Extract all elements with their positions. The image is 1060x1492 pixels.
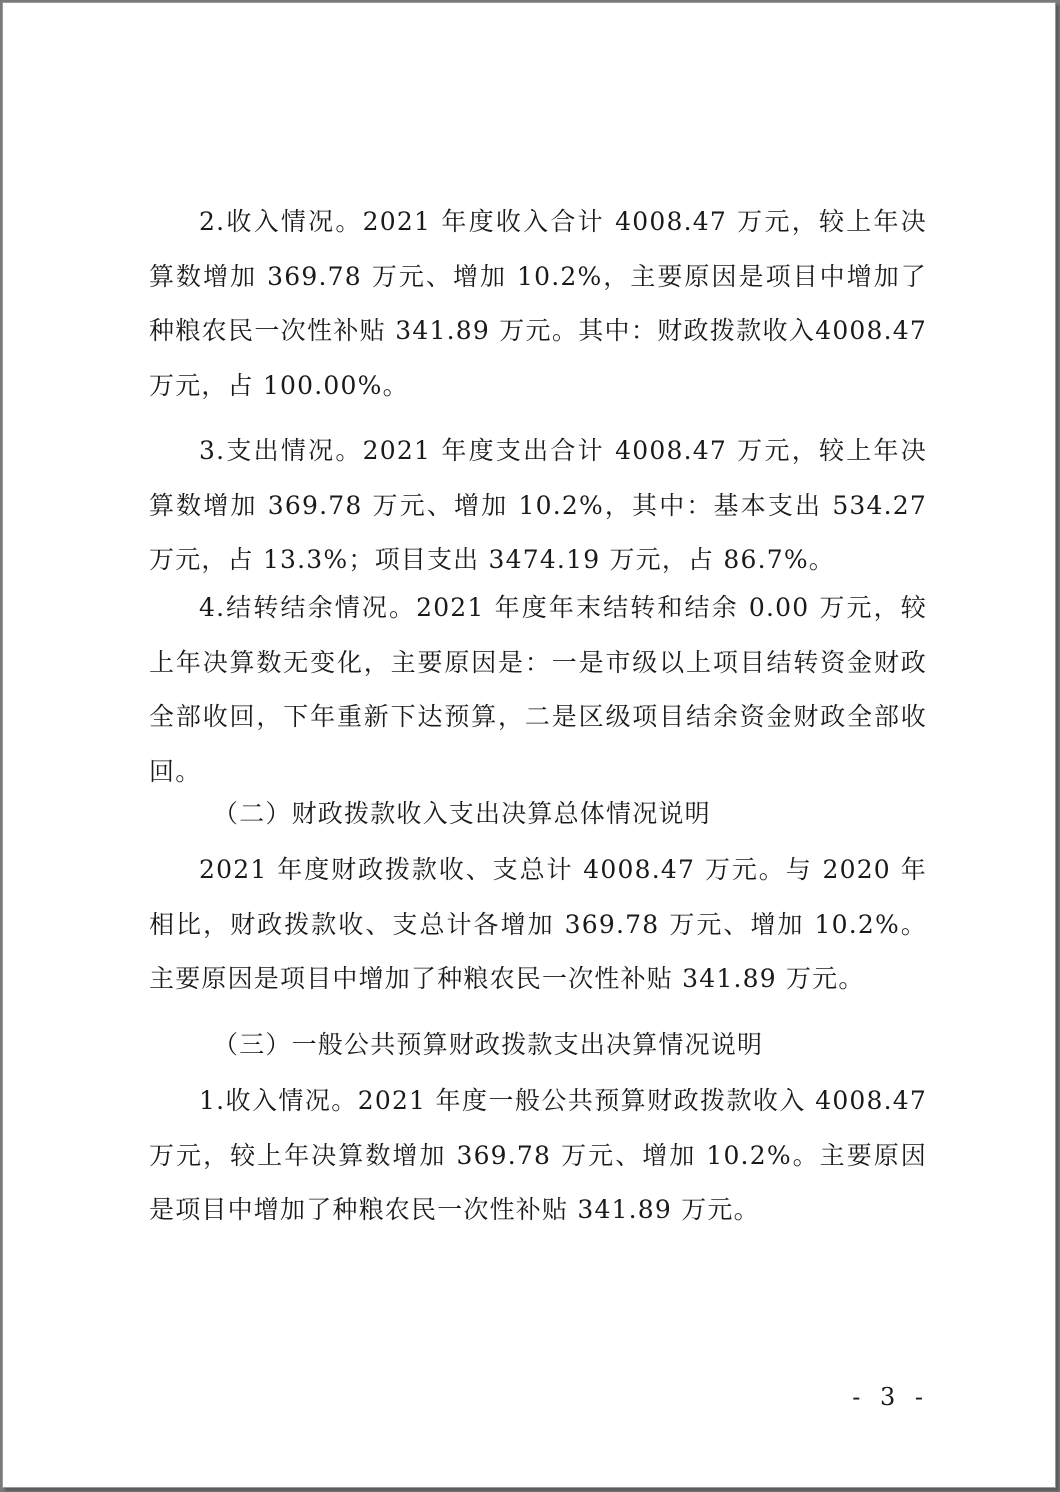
section-heading-general-budget: （三）一般公共预算财政拨款支出决算情况说明: [213, 1030, 764, 1059]
paragraph-expenditure: 3.支出情况。2021 年度支出合计 4008.47 万元，较上年决算数增加 369.78 万元、增加 10.2%，其中：基本支出 534.27 万元，占 13.3%；项目支出 3474.19 万元，占 86.7%。: [149, 436, 927, 575]
paragraph-fiscal-appropriation: 2021 年度财政拨款收、支总计 4008.47 万元。与 2020 年相比，财政拨款收、支总计各增加 369.78 万元、增加 10.2%。主要原因是项目中增加了种粮农民一次性补贴 341.89 万元。: [149, 855, 927, 994]
paragraph-income: 2.收入情况。2021 年度收入合计 4008.47 万元，较上年决算数增加 369.78 万元、增加 10.2%，主要原因是项目中增加了种粮农民一次性补贴 341.89 万元。其中：财政拨款收入4008.47万元，占 100.00%。: [149, 207, 927, 401]
document-page: [2, 2, 1056, 1488]
paragraph-general-budget-income: 1.收入情况。2021 年度一般公共预算财政拨款收入 4008.47 万元，较上年决算数增加 369.78 万元、增加 10.2%。主要原因是项目中增加了种粮农民一次性补贴 341.89 万元。: [149, 1086, 927, 1225]
paragraph-carryover: 4.结转结余情况。2021 年度年末结转和结余 0.00 万元，较上年决算数无变化，主要原因是：一是市级以上项目结转资金财政全部收回，下年重新下达预算，二是区级项目结余资金财政全部收回。: [149, 593, 927, 787]
section-heading-fiscal-appropriation: （二）财政拨款收入支出决算总体情况说明: [213, 799, 711, 828]
page-number: - 3 -: [852, 1383, 929, 1411]
